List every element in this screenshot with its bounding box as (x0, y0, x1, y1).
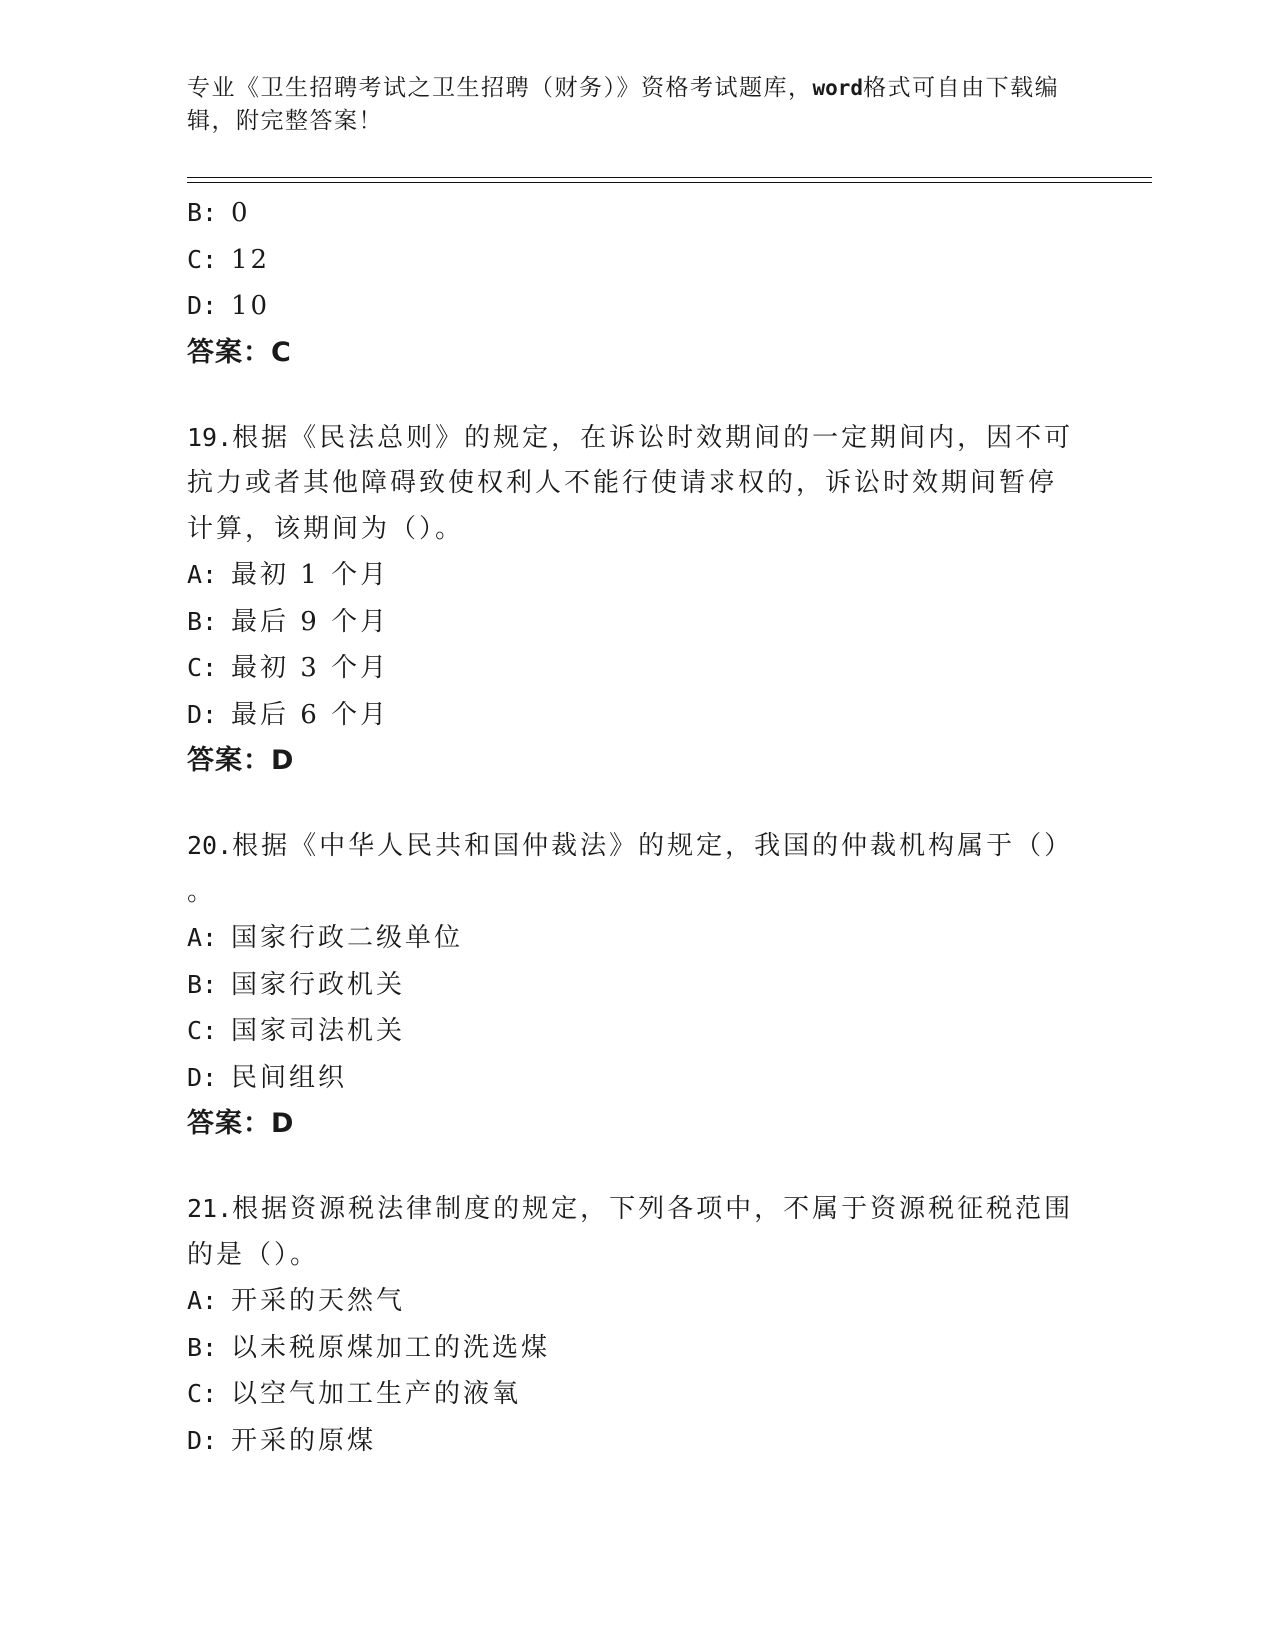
option-text: 开采的原煤 (231, 1425, 377, 1456)
option-key: A: (187, 1286, 218, 1315)
option-key: B: (187, 969, 218, 999)
option-key: D: (187, 699, 218, 729)
question-number: 19. (187, 422, 233, 452)
option-key: D: (187, 1425, 218, 1455)
option-text: 最初 3 个月 (231, 653, 390, 683)
option-a (187, 915, 1067, 962)
option-text: 国家行政机关 (231, 969, 406, 1000)
option-d (187, 1418, 1067, 1465)
header-rule-top (187, 177, 1152, 178)
option-text: 国家司法机关 (231, 1016, 406, 1046)
question-number: 21. (187, 1194, 233, 1223)
question-stem-text: 根据《民法总则》的规定，在诉讼时效期间的一定期间内，因不可 (232, 422, 1074, 453)
option-d (187, 283, 1067, 330)
option-key: A: (187, 923, 218, 952)
question-stem-line: 的是（）。 (187, 1239, 320, 1270)
option-key: C: (187, 1379, 218, 1408)
question-stem-line: 。 (187, 876, 217, 907)
question-number: 20. (187, 831, 233, 860)
header-text-2: 格式可自由下载编辑，附完整答案！ (187, 75, 1060, 134)
answer-line: 答案：D (187, 1108, 295, 1139)
option-b (187, 962, 1067, 1009)
option-a (187, 552, 1067, 599)
option-key: D: (187, 291, 218, 320)
option-key: B: (187, 1332, 218, 1362)
option-key: C: (187, 653, 218, 682)
option-d (187, 692, 1067, 739)
option-c (187, 1008, 1067, 1055)
option-text: 10 (231, 291, 271, 321)
option-text: 0 (231, 198, 251, 228)
question-stem-line (187, 415, 1074, 462)
option-key: B: (187, 606, 218, 636)
option-d (187, 1055, 1067, 1102)
option-key: B: (187, 198, 218, 227)
page-header (187, 72, 1067, 138)
option-key: D: (187, 1062, 218, 1092)
question-18-tail (187, 190, 1067, 375)
question-19 (187, 415, 1074, 784)
question-stem-line: 计算，该期间为（）。 (187, 513, 465, 544)
option-text: 以未税原煤加工的洗选煤 (231, 1332, 551, 1363)
question-stem-line (187, 1186, 1074, 1233)
option-text: 最后 9 个月 (231, 606, 390, 637)
option-b (187, 1325, 1067, 1372)
header-rule-bottom (187, 182, 1152, 183)
answer-line: 答案：D (187, 745, 295, 776)
option-text: 民间组织 (231, 1062, 348, 1093)
option-key: A: (187, 560, 218, 589)
option-text: 国家行政二级单位 (231, 923, 464, 953)
question-list (187, 190, 1074, 1464)
option-c (187, 645, 1067, 692)
question-20 (187, 823, 1074, 1146)
option-key: C: (187, 244, 218, 274)
option-c (187, 237, 1067, 284)
option-c (187, 1371, 1067, 1418)
question-stem-line (187, 823, 1074, 870)
option-key: C: (187, 1016, 218, 1045)
option-text: 开采的天然气 (231, 1286, 406, 1316)
header-word: word (812, 76, 864, 100)
option-text: 最后 6 个月 (231, 699, 390, 730)
option-b (187, 190, 1067, 237)
option-b (187, 599, 1067, 646)
option-text: 以空气加工生产的液氧 (231, 1379, 522, 1409)
question-stem-text: 根据资源税法律制度的规定，下列各项中，不属于资源税征税范围 (232, 1194, 1074, 1224)
option-text: 最初 1 个月 (231, 560, 390, 590)
option-a (187, 1278, 1067, 1325)
answer-line: 答案：C (187, 336, 292, 368)
question-stem-text: 根据《中华人民共和国仲裁法》的规定，我国的仲裁机构属于（） (232, 831, 1074, 861)
header-text-1: 专业《卫生招聘考试之卫生招聘（财务）》资格考试题库， (187, 75, 813, 101)
question-21 (187, 1186, 1074, 1464)
option-text: 12 (231, 244, 271, 275)
question-stem-line: 抗力或者其他障碍致使权利人不能行使请求权的，诉讼时效期间暂停 (187, 468, 1058, 498)
